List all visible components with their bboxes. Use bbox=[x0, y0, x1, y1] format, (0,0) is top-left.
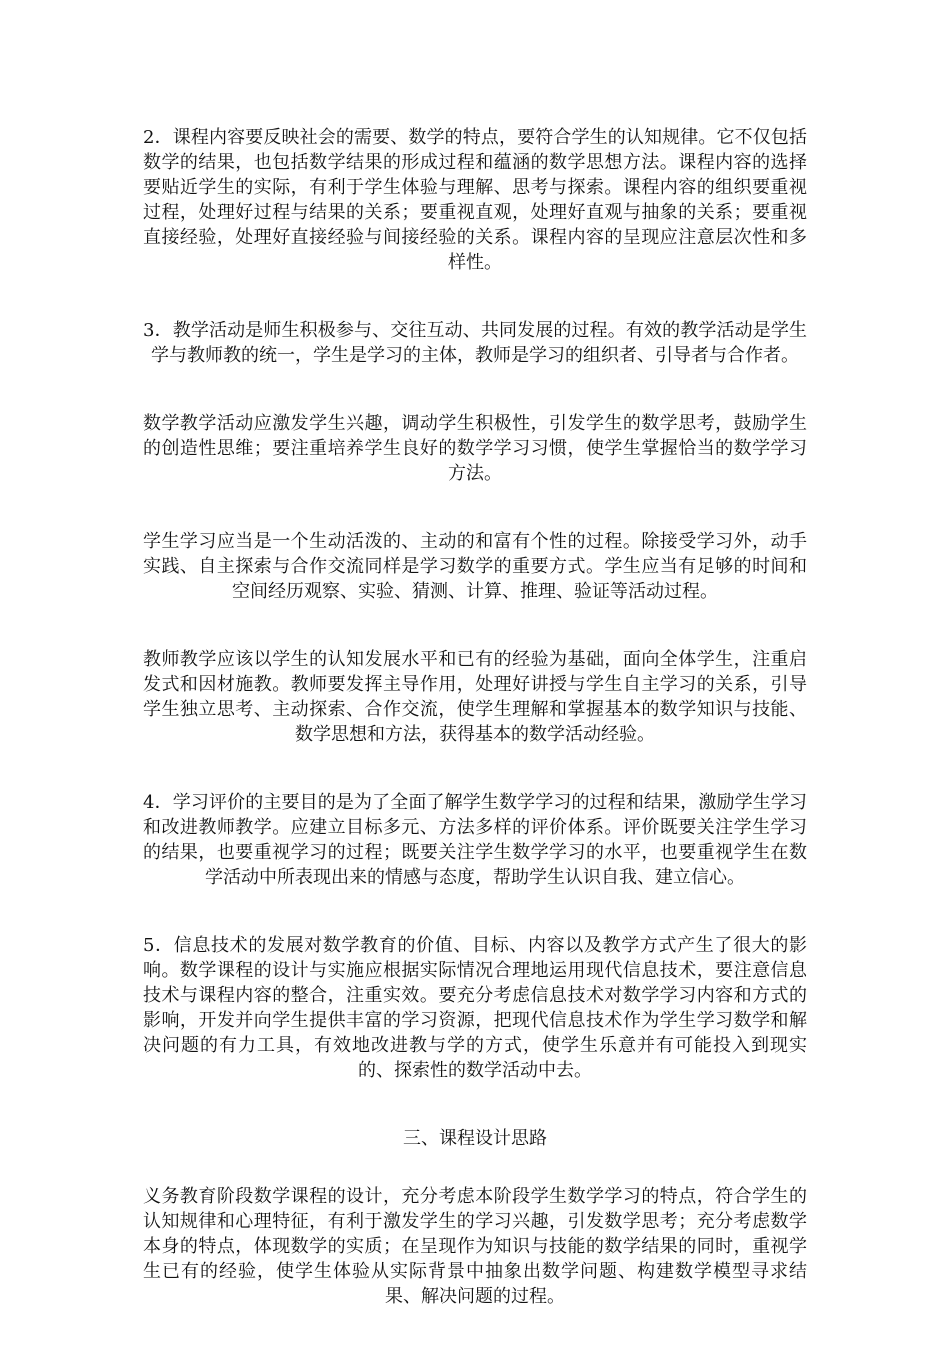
paragraph-learning-evaluation: 4．学习评价的主要目的是为了全面了解学生数学学习的过程和结果，激励学生学习和改进教师教学。应建立目标多元、方法多样的评价体系。评价既要关注学生学习的结果，也要重视学习的过程；既要关注学生数学学习的水平，也要重视学生在数学活动中所表现出来的情感与态度，帮助学生认识自我、建立信心。 bbox=[143, 792, 807, 888]
section-heading: 三、课程设计思路 bbox=[403, 1128, 547, 1149]
paragraph-course-design: 义务教育阶段数学课程的设计，充分考虑本阶段学生数学学习的特点，符合学生的认知规律和心理特征，有利于激发学生的学习兴趣，引发数学思考；充分考虑数学本身的特点，体现数学的实质；在呈现作为知识与技能的数学结果的同时，重视学生已有的经验，使学生体验从实际背景中抽象出数学问题、构建数学模型寻求结果、解决问题的过程。 bbox=[143, 1186, 807, 1307]
paragraph-teaching-interest: 数学教学活动应激发学生兴趣，调动学生积极性，引发学生的数学思考，鼓励学生的创造性思维；要注重培养学生良好的数学学习习惯，使学生掌握恰当的数学学习方法。 bbox=[143, 413, 807, 484]
paragraph-student-learning: 学生学习应当是一个生动活泼的、主动的和富有个性的过程。除接受学习外，动手实践、自主探索与合作交流同样是学习数学的重要方式。学生应当有足够的时间和空间经历观察、实验、猜测、计算、推理、验证等活动过程。 bbox=[143, 531, 807, 602]
paragraph-teacher-teaching: 教师教学应该以学生的认知发展水平和已有的经验为基础，面向全体学生，注重启发式和因材施教。教师要发挥主导作用，处理好讲授与学生自主学习的关系，引导学生独立思考、主动探索、合作交流，使学生理解和掌握基本的数学知识与技能、数学思想和方法，获得基本的数学活动经验。 bbox=[143, 649, 807, 745]
paragraph-course-content: 2．课程内容要反映社会的需要、数学的特点，要符合学生的认知规律。它不仅包括数学的结果，也包括数学结果的形成过程和蕴涵的数学思想方法。课程内容的选择要贴近学生的实际，有利于学生体验与理解、思考与探索。课程内容的组织要重视过程，处理好过程与结果的关系；要重视直观，处理好直观与抽象的关系；要重视直接经验，处理好直接经验与间接经验的关系。课程内容的呈现应注意层次性和多样性。 bbox=[143, 127, 807, 273]
document-page bbox=[143, 125, 807, 1352]
paragraph-information-technology: 5．信息技术的发展对数学教育的价值、目标、内容以及教学方式产生了很大的影响。数学课程的设计与实施应根据实际情况合理地运用现代信息技术，要注意信息技术与课程内容的整合，注重实效。要充分考虑信息技术对数学学习内容和方式的影响，开发并向学生提供丰富的学习资源，把现代信息技术作为学生学习数学和解决问题的有力工具，有效地改进教与学的方式，使学生乐意并有可能投入到现实的、探索性的数学活动中去。 bbox=[143, 935, 807, 1081]
paragraph-teaching-activity: 3．教学活动是师生积极参与、交往互动、共同发展的过程。有效的教学活动是学生学与教师教的统一，学生是学习的主体，教师是学习的组织者、引导者与合作者。 bbox=[143, 320, 807, 366]
